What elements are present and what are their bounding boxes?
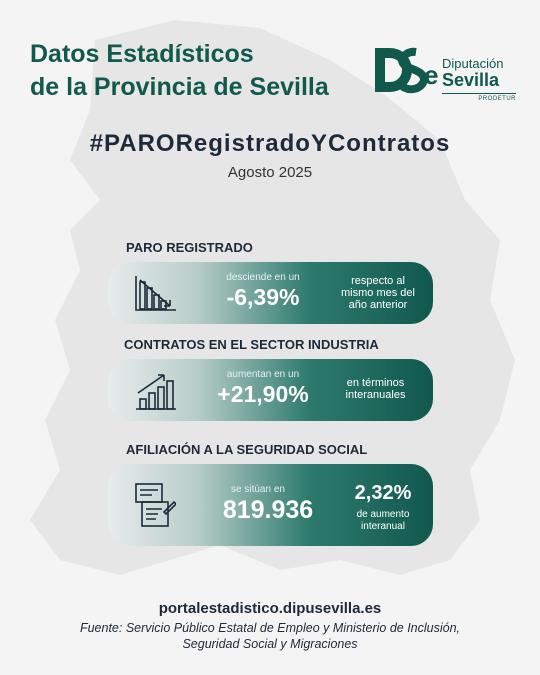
source-line-2: Seguridad Social y Migraciones [182,637,358,651]
section-title-contratos: CONTRATOS EN EL SECTOR INDUSTRIA [124,337,379,352]
logo-main-text: Sevilla [442,70,500,90]
report-date: Agosto 2025 [227,164,313,181]
page-title [30,38,329,104]
paro-desc-line-2: mismo mes del [341,287,415,299]
contratos-desc-line-1: en términos [346,377,405,389]
rising-bar-chart-icon [134,371,178,411]
source-note [30,620,510,652]
afiliacion-intro-text: se sitúan en [231,484,285,495]
paro-value: -6,39% [226,284,300,310]
stat-card-contratos [108,359,433,421]
section-title-afiliacion: AFILIACIÓN A LA SEGURIDAD SOCIAL [126,442,368,457]
declining-bar-chart-icon [134,274,178,312]
source-line-1: Fuente: Servicio Público Estatal de Empleo y Ministerio de Inclusión, [79,621,461,635]
contratos-desc-line-2: interanuales [345,389,406,401]
logo-sub-text: PRODETUR [442,93,516,102]
contratos-intro-text: aumentan en un [226,369,300,380]
stat-card-afiliacion [108,464,433,546]
paro-description [328,275,428,311]
portal-url: portalestadistico.dipusevilla.es [158,600,382,617]
title-line-2: de la Provincia de Sevilla [30,73,329,101]
paro-desc-line-1: respecto al [351,275,405,287]
contratos-description [328,377,423,401]
paro-intro-text: desciende en un [226,272,300,283]
logo-top-text: Diputación [442,56,504,71]
afiliacion-desc-line-2: interanual [361,521,405,532]
document-form-icon [134,482,176,528]
svg-text:e: e [424,60,438,90]
hashtag-heading: #PARORegistradoYContratos [89,130,451,157]
afiliacion-growth-value: 2,32% [354,482,412,504]
section-title-paro: PARO REGISTRADO [126,240,253,255]
diputacion-sevilla-logo [372,44,522,106]
dse-logo-mark-icon [372,44,438,96]
afiliacion-description [338,509,428,533]
stat-card-paro [108,262,433,324]
contratos-value: +21,90% [217,381,309,407]
afiliacion-value: 819.936 [222,496,314,524]
title-line-1: Datos Estadísticos [30,40,254,68]
afiliacion-desc-line-1: de aumento [356,509,410,520]
paro-desc-line-3: año anterior [348,299,408,311]
